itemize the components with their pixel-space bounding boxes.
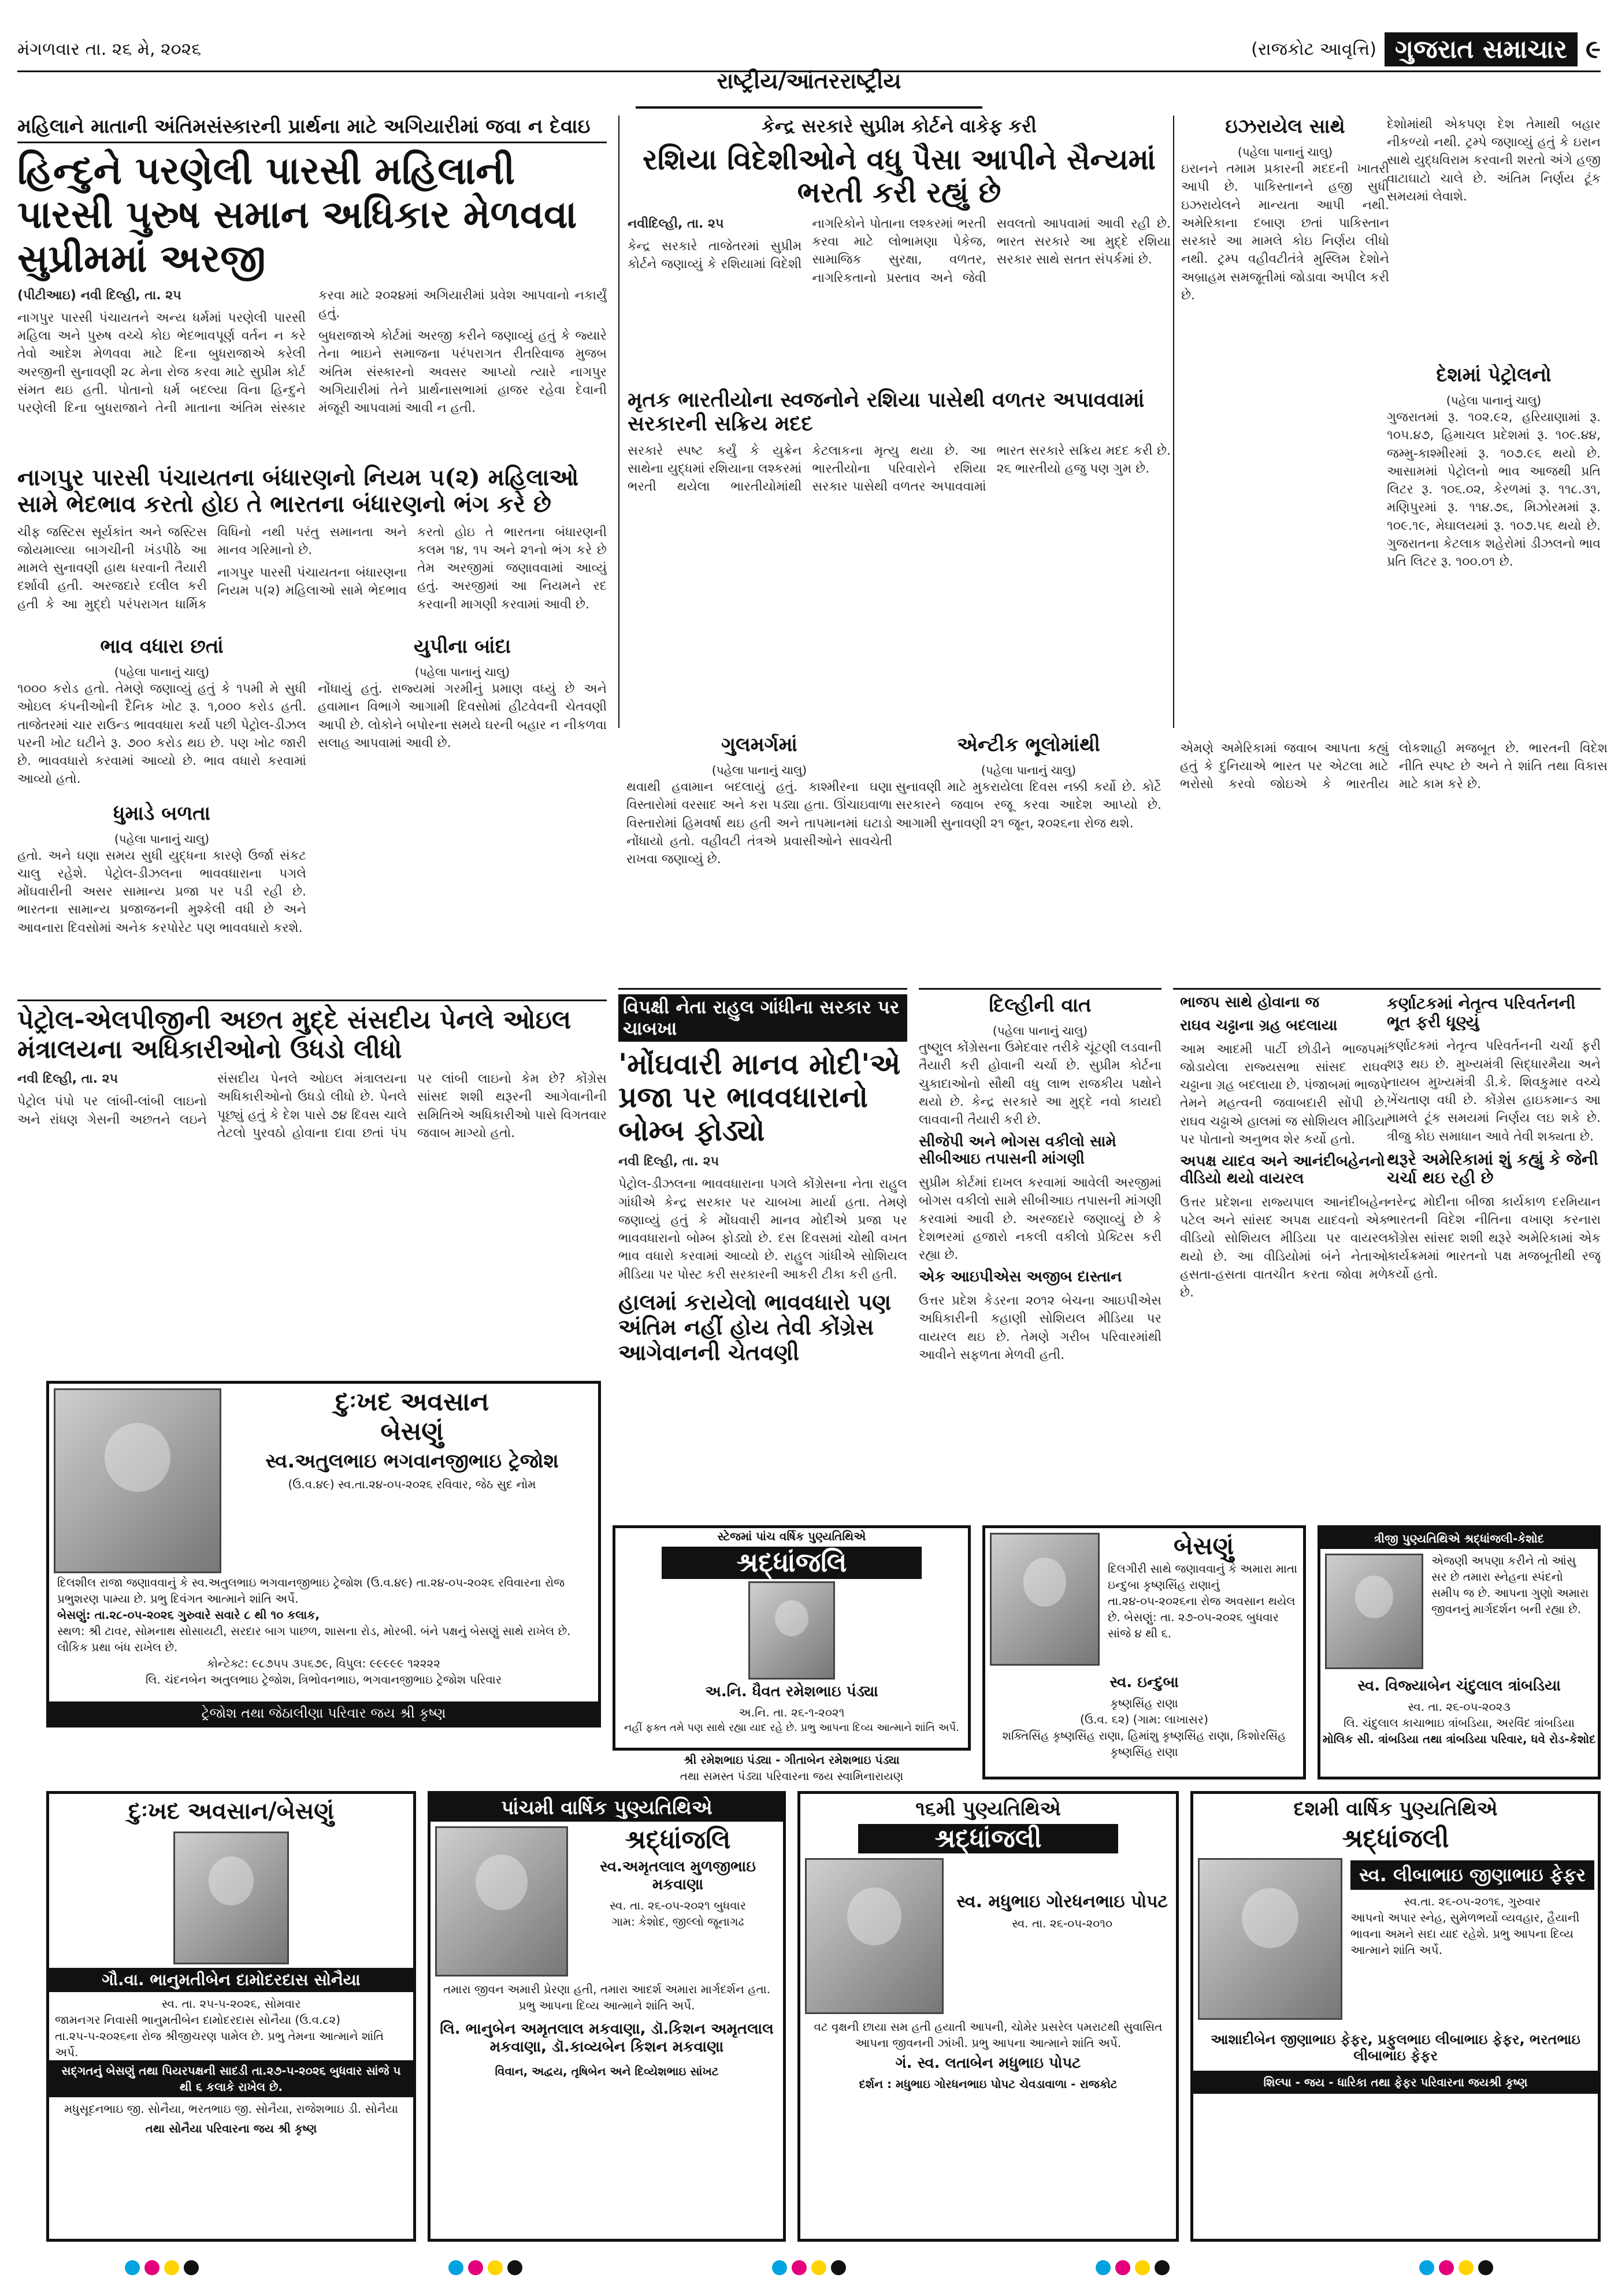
gulmarg-story: [618, 734, 892, 982]
lead-paragraph: નાગપુર પારસી પંચાયતના બંધારણના નિયમ ૫(૨) મહિલાઓ સામે ભેદભાવ કરતો હોઇ તે ભારતના બંધારણની કલમ ૧૪, ૧૫ અને ૨૧નો ભંગ કરે છે તેમ અરજીમાં જણાવવામાં આવ્યું હતું. અરજીમાં આ નિયમને રદ કરવાની માગણી કરવામાં આવી છે.: [217, 525, 607, 612]
story-body: એમણે અમેરિકામાં જવાબ આપતા કહ્યું હતું કે દુનિયાએ ભારત પર એટલા માટે ભરોસો કરવો જોઇએ કે ભારતીય લોકશાહી મજબૂત છે. ભારતની વિદેશ નીતિ સ્પષ્ટ છે અને તે શાંતિ તથા વિકાસ માટે કામ કરે છે.: [1180, 741, 1608, 792]
delhi-story: [919, 988, 1161, 1509]
ad-top-line: ત્રીજી પુણ્યતિથિએ શ્રદ્ધાંજલી-કેશોદ: [1320, 1528, 1598, 1549]
shraddhanjali-ad-libabhai: [1190, 1791, 1601, 2242]
russia-story: [618, 116, 1171, 728]
story-title: ગુલમર્ગમાં: [721, 734, 797, 756]
besanu-place: સ્થળ: શ્રી ટાવર, સોમનાથ સોસાયટી, સરદાર બાગ પાછળ, શાસના રોડ, મોરબી. બંને પક્ષનું બેસણું સાથે રાખેલ છે. લૌકિક પ્રથા બંધ રાખેલ છે.: [57, 1624, 571, 1654]
story-subhead: મૃતક ભારતીયોના સ્વજનોને રશિયા પાસેથી વળતર અપાવવામાં સરકારની સક્રિય મદદ: [628, 387, 1145, 436]
ad-title: શ્રદ્ધાંજલિ: [662, 1547, 922, 1579]
continued-label: (પહેલા પાનાનું ચાલુ): [981, 763, 1077, 778]
yellow-dot: [488, 2260, 503, 2275]
family-names: લિ. ચંદુલાલ કાચાભાઇ ત્રાંબડિયા, અરવિંદ ત્રાંબડિયા: [1344, 1716, 1575, 1730]
continued-label: (પહેલા પાનાનું ચાલુ): [992, 1024, 1088, 1038]
yellow-dot: [164, 2260, 179, 2275]
story-subhead: રાઘવ ચઢ્ઢાના ગ્રહ બદલાયા: [1180, 1016, 1338, 1034]
lead-subhead: નાગપુર પારસી પંચાયતના બંધારણનો નિયમ ૫(૨) મહિલાઓ સામે ભેદભાવ કરતો હોઇ તે ભારતના બંધારણનો ભંગ કરે છે: [17, 463, 579, 518]
page-number: ૯: [1585, 34, 1601, 64]
deceased-name: સ્વ.અતુલભાઇ ભગવાનજીભાઇ ટ્રેજોશ: [265, 1450, 559, 1473]
shraddhanjali-ad-madhubhai: [797, 1791, 1179, 2242]
lead-headline: હિન્દુને પરણેલી પારસી મહિલાની પારસી પુરુષ સમાન અધિકાર મેળવવા સુપ્રીમમાં અરજી: [17, 148, 577, 281]
color-bar: [123, 2260, 201, 2275]
portrait-photo: [1325, 1554, 1423, 1669]
portrait-photo: [173, 1831, 289, 1964]
bjp-story: [1173, 988, 1388, 1509]
story-kicker: કેન્દ્ર સરકારે સુપ્રીમ કોર્ટને વાકેફ કરી: [762, 116, 1037, 137]
portrait-photo: [435, 1826, 568, 1977]
portrait-photo: [748, 1581, 835, 1680]
ad-footer: વિવાન, અદ્વય, તૃષિબેન અને દિવ્યેશભાઇ સાંખટ: [495, 2064, 719, 2078]
lead-body-2: [17, 523, 607, 614]
ad-title: દુઃખદ અવસાન: [335, 1387, 489, 1417]
story-body: ગુજરાતમાં રૂ. ૧૦૨.૯૨, હરિયાણામાં રૂ. ૧૦૫.૪૭, હિમાચલ પ્રદેશમાં રૂ. ૧૦૯.૪૪, જમ્મુ-કાશ્મીરમાં રૂ. ૧૦૭.૯૬ થયો છે. આસામમાં પેટ્રોલનો ભાવ આજથી પ્રતિ લિટર રૂ. ૧૦૬.૦૨, કેરળમાં રૂ. ૧૧૮.૩૧, મણિપુરમાં રૂ. ૧૧૪.૭૬, મિઝોરમમાં રૂ. ૧૦૯.૧૯, મેઘાલયમાં રૂ. ૧૦૭.૫૬ થયો છે. ગુજરાતના કેટલાક શહેરોમાં ડીઝલનો ભાવ પ્રતિ લિટર રૂ. ૧૦૦.૦૧ છે.: [1387, 410, 1601, 569]
section-label: રાષ્ટ્રીય/આંતરરાષ્ટ્રીય: [636, 68, 982, 109]
ad-top-line: પાંચમી વાર્ષિક પુણ્યતિથિએ: [431, 1794, 783, 1822]
story-body-2: સરકારે સ્પષ્ટ કર્યું કે યુક્રેન સાથેના યુદ્ધમાં રશિયાના લશ્કરમાં ભરતી થયેલા ભારતીયોમાંથી કેટલાકના મૃત્યુ થયા છે. આ ભારતીયોના પરિવારોને રશિયા સરકાર પાસેથી વળતર અપાવવામાં ભારત સરકારે સક્રિય મદદ કરી છે. ૨૬ ભારતીયો હજુ પણ ગુમ છે.: [628, 443, 1171, 495]
besanu-time: સદ્ગતનું બેસણું તથા પિયરપક્ષની સાદડી તા.૨૭-૫-૨૦૨૬ બુધવાર સાંજે ૫ થી ૬ કલાકે રાખેલ છે.: [49, 2060, 413, 2097]
story-kicker: વિપક્ષી નેતા રાહુલ ગાંધીના સરકાર પર ચાબખા: [618, 994, 907, 1042]
family-names: શ્રી રમેશભાઇ પંડ્યા - ગીતાબેન રમેશભાઇ પંડ્યા: [684, 1753, 900, 1767]
story-headline: 'મોંઘવારી માનવ મોદી'એ પ્રજા પર ભાવવધારાનો બોમ્બ ફોડ્યો: [618, 1046, 901, 1147]
lead-paragraph: બુધરાજાએ કોર્ટમાં અરજી કરીને જણાવ્યું હતું કે જ્યારે તેના ભાઇને સમાજના પરંપરાગત રીતરિવાજ મુજબ અંતિમ સંસ્કારનો અવસર આપ્યો ત્યારે નાગપુર અગિયારીમાં તેને પ્રાર્થનાસભામાં હાજર રહેવા દેવાની મંજૂરી આપવામાં આવી ન હતી.: [318, 329, 607, 416]
story-body: થવાથી હવામાન બદલાયું હતું. કાશ્મીરના ઘણા વિસ્તારોમાં વરસાદ અને કરા પડ્યા હતા. ઊંચાઇવાળા વિસ્તારોમાં હિમવર્ષા થઇ હતી અને તાપમાનમાં ઘટાડો નોંધાયો હતો. વહીવટી તંત્રએ પ્રવાસીઓને સાવચેતી રાખવા જણાવ્યું છે.: [626, 780, 892, 867]
deceased-place: ગામ: કેશોદ, જીલ્લો જૂનાગઢ: [611, 1915, 744, 1929]
story-paragraph: કેન્દ્ર સરકારે તાજેતરમાં સુપ્રીમ કોર્ટને જણાવ્યું કે રશિયામાં વિદેશી નાગરિકોને પોતાના લશ્કરમાં ભરતી કરવા માટે લોભામણા પેકેજ, સામાજિક સુરક્ષા, વળતર, નાગરિકતાનો પ્રસ્તાવ અને જેવી સવલતો આપવામાં આવી રહી છે. ભારત સરકારે આ મુદ્દે રશિયા સરકાર સાથે સતત સંપર્કમાં છે.: [628, 216, 1171, 285]
petrol-prices-story: [1387, 364, 1601, 734]
story-headline: રશિયા વિદેશીઓને વધુ પૈસા આપીને સૈન્યમાં ભરતી કરી રહ્યું છે: [642, 142, 1156, 210]
black-dot: [184, 2260, 199, 2275]
deceased-dates: સ્વ. તા. ૨૬-૦૫-૨૦૨૧ બુધવાર: [610, 1899, 746, 1912]
ad-top-line: દશમી વાર્ષિક પુણ્યતિથિએ: [1293, 1797, 1498, 1821]
story-body: તુષ્ણુલ કોંગ્રેસના ઉમેદવાર તરીકે ચૂંટણી લડવાની તૈયારી કરી હોવાની ચર્ચા છે. સુપ્રીમ કોર્ટના ચુકાદાઓનો સૌથી વધુ લાભ રાજકીય પક્ષોને થયો છે. કેન્દ્ર સરકારે આ મુદ્દે નવો કાયદો લાવવાની તૈયારી કરી છે.: [919, 1041, 1161, 1128]
portrait-photo: [54, 1388, 221, 1573]
ad2-footer: [613, 1752, 971, 1768]
story-body: હતો. અને ઘણા સમય સુધી યુદ્ધના કારણે ઉર્જા સંકટ ચાલુ રહેશે. પેટ્રોલ-ડીઝલના ભાવવધારાના પગલે મોંઘવારીની અસર સામાન્ય પ્રજા પર પડી રહી છે. ભારતના સામાન્ય પ્રજાજનની મુશ્કેલી વધી છે અને આવનારા દિવસોમાં અનેક કરપોરેટ પણ ભાવવધારો કરશે.: [17, 848, 306, 935]
deceased-dates: સ્વ.તા. ૨૬-૦૫-૨૦૧૬, ગુરુવાર: [1404, 1894, 1541, 1908]
ad-footer: દર્શન : મધુભાઇ ગોરધનભાઇ પોપટ ચેવડાવાળા - રાજકોટ: [859, 2077, 1118, 2091]
deceased-name: સ્વ. મધુભાઇ ગોરધનભાઇ પોપટ: [956, 1892, 1168, 1912]
deceased-name: સ્વ. વિજ્યાબેન ચંદુલાલ ત્રાંબડિયા: [1357, 1677, 1561, 1695]
family-names: શક્તિસિંહ કૃષ્ણસિંહ રાણા, હિમાંશુ કૃષ્ણસિંહ રાણા, કિશોરસિંહ કૃષ્ણસિંહ રાણા: [1002, 1729, 1286, 1759]
cyan-dot: [125, 2260, 140, 2275]
ad-footer: શિલ્પા - જય - ધારિકા તથા ફેફર પરિવારના જયશ્રી કૃષ્ણ: [1193, 2071, 1598, 2094]
story-paragraph: પેટ્રોલ પંપો પર લાંબી-લાંબી લાઇનો અને રાંધણ ગેસની અછતને લઇને સંસદીય પેનલે ઓઇલ મંત્રાલયના અધિકારીઓનો ઉધડો લીધો છે. પેનલે પૂછ્યું હતું કે દેશ પાસે ૭૪ દિવસ ચાલે તેટલો પુરવઠો હોવાના દાવા છતાં પંપ પર લાંબી લાઇનો કેમ છે? કોંગ્રેસ સાંસદ શશી થરૂરની આગેવાનીની સમિતિએ અધિકારીઓ પાસે વિગતવાર જવાબ માગ્યો હતો.: [17, 1072, 607, 1140]
story-body: [618, 1153, 907, 1284]
story-body: નરેન્દ્ર મોદીના બીજા કાર્યકાળ દરમિયાન ભારતની વિદેશ નીતિના વખાણ કરનારા કોંગ્રેસ સાંસદ શશી થરૂરે અમેરિકામાં એક કાર્યક્રમમાં ભારતનો પક્ષ મજબૂતીથી રજૂ કર્યો હતો.: [1387, 1195, 1601, 1282]
black-dot: [507, 2260, 522, 2275]
lead-body: [17, 287, 607, 460]
kashmir-story: [1173, 740, 1608, 982]
deceased-dates: અ.નિ. તા. ૨૬-૧-૨૦૨૧: [739, 1706, 845, 1719]
story-body: સુનાવણી માટે મુકરાયેલા દિવસ નક્કી કર્યો છે. કોર્ટે સરકારને જવાબ રજૂ કરવા આદેશ આપ્યો છે. આગામી સુનાવણી ૨૧ જૂન, ૨૦૨૬ના રોજ થશે.: [896, 780, 1161, 831]
cyan-dot: [772, 2260, 787, 2275]
ad2-footer-line: [613, 1768, 971, 1784]
besanu-ad-indhuba: [982, 1525, 1306, 1779]
story-subhead: થરૂરે અમેરિકામાં શું કહ્યું કે જેની ચર્ચા થઇ રહી છે: [1387, 1149, 1598, 1187]
story-body: ૧૦૦૦ કરોડ હતો. તેમણે જણાવ્યું હતું કે ૧૫મી મે સુધી ઓઇલ કંપનીઓની દૈનિક ખોટ રૂ. ૧,૦૦૦ કરોડ હતી. તાજેતરમાં ચાર રાઉન્ડ ભાવવધારા કર્યા પછી પેટ્રોલ-ડીઝલ પરની ખોટ ઘટીને રૂ. ૭૦૦ કરોડ થઇ છે. પણ ખોટ જારી છે. ભાવવધારો કરવામાં આવ્યો છે. ભાવ વધારો કરવામાં આવ્યો હતો.: [17, 682, 306, 787]
story-body: નોંધાયું હતું. રાજ્યમાં ગરમીનું પ્રમાણ વધ્યું છે અને હવામાન વિભાગે આગામી દિવસોમાં હીટવેવની ચેતવણી આપી છે. લોકોને બપોરના સમયે ઘરની બહાર ન નીકળવા સલાહ આપવામાં આવી છે.: [318, 682, 607, 751]
obituary-ad-atulbhai: [46, 1381, 601, 1727]
magenta-dot: [144, 2260, 159, 2275]
color-bar: [446, 2260, 525, 2275]
lead-story: [17, 116, 607, 618]
story-body: કર્ણાટકમાં નેતૃત્વ પરિવર્તનની ચર્ચા ફરી શરૂ થઇ છે. મુખ્યમંત્રી સિદ્ધારમૈયા અને નાયબ મુખ્યમંત્રી ડી.કે. શિવકુમાર વચ્ચે ખેંચતાણ વધી છે. કોંગ્રેસ હાઇકમાન્ડ આ મામલે ટૂંક સમયમાં નિર્ણય લઇ શકે છે. ત્રીજુ કોઇ સમાધાન આવે તેવી શક્યતા છે.: [1387, 1039, 1601, 1144]
relation-name: કૃષ્ણસિંહ રાણા: [1110, 1696, 1178, 1710]
magenta-dot: [792, 2260, 807, 2275]
country-news: [1387, 116, 1601, 358]
family-names: મધુસૂદનભાઇ જી. સોનૈયા, ભરતભાઇ જી. સોનૈયા, રાજેશભાઇ ડી. સોનૈયા: [64, 2102, 398, 2116]
story-dateline: નવીદિલ્હી, તા. ૨૫: [628, 216, 724, 231]
rahul-story: [618, 988, 907, 1509]
story-subhead: એક આઇપીએસ અજીબ દાસ્તાન: [919, 1268, 1122, 1286]
ad-title: બેસણું: [1173, 1532, 1234, 1560]
color-bar: [770, 2260, 848, 2275]
cyan-dot: [1419, 2260, 1434, 2275]
story-title: એન્ટીક ભૂલોમાંથી: [957, 734, 1100, 756]
story-title: ભાજપ સાથે હોવાના જ: [1180, 994, 1320, 1011]
israel-story: [1173, 116, 1389, 728]
black-dot: [1478, 2260, 1493, 2275]
deceased-name: સ્વ. લીબાભાઇ જીણાભાઇ ફેફર: [1350, 1860, 1594, 1890]
deceased-dates: સ્વ. તા. ૨૫-૫-૨૦૨૬, સોમવાર: [161, 1997, 301, 2011]
ad-text: વટ વૃક્ષની છાયા સમ હતી હયાતી આપની, ચોમેર પ્રસરેલ પમરાટથી સુવાસિત આપના જીવનની ઝાંખી. પ્રભુ આપના આત્માને શાંતિ અર્પે.: [814, 2020, 1163, 2050]
shraddhanjali-ad-vijyaben: [1318, 1525, 1601, 1779]
ad-title: દુઃખદ અવસાન/બેસણું: [128, 1797, 335, 1825]
magenta-dot: [468, 2260, 483, 2275]
lead-paragraph: ચીફ જસ્ટિસ સૂર્યકાંત અને જસ્ટિસ જોયમાલ્યા બાગચીની ખંડપીઠે આ મામલે સુનાવણી હાથ ધરવાની તૈયારી દર્શાવી હતી. અરજદારે દલીલ કરી હતી કે આ મુદ્દો પરંપરાગત ધાર્મિક વિધિનો નથી પરંતુ સમાનતા અને માનવ ગરિમાનો છે.: [17, 525, 407, 612]
portrait-photo: [805, 1858, 944, 2014]
yellow-dot: [811, 2260, 826, 2275]
magenta-dot: [1439, 2260, 1454, 2275]
ad-text: નહીં ફક્ત તમે પણ સાથે રહ્યા યાદ રહે છે. પ્રભુ આપના દિવ્ય આત્માને શાંતિ અર્પે.: [624, 1722, 959, 1734]
ad-text: તમારા જીવન અમારી પ્રેરણા હતી, તમારા આદર્શ અમારા માર્ગદર્શન હતા. પ્રભુ આપના દિવ્ય આત્માને શાંતિ અર્પે.: [443, 1982, 770, 2012]
family-names: આશાદીબેન જીણાભાઇ ફેફર, પ્રફુલભાઇ લીબાભાઇ ફેફર, ભરતભાઇ લીબાભાઇ ફેફર: [1211, 2031, 1580, 2064]
edition-label: (રાજકોટ આવૃત્તિ): [1251, 39, 1376, 60]
family-names: લિ. ભાનુબેન અમૃતલાલ મકવાણા, ડૉ.કિશન અમૃતલાલ મકવાણા, ડૉ.કાવ્યબેન કિશન મકવાણા: [440, 2020, 774, 2056]
besanu-time: બેસણું: તા.૨૮-૦૫-૨૦૨૬ ગુરુવારે સવારે ૮ થી ૧૦ કલાક,: [57, 1608, 320, 1622]
cyan-dot: [448, 2260, 463, 2275]
ad-text: દિલગીરી સાથે જણાવવાનું કે અમારા માતા ઇન્દુબા કૃષ્ણસિંહ રાણાનું તા.૨૪-૦૫-૨૦૨૬ના રોજ અવસાન થયેલ છે. બેસણું: તા. ૨૭-૦૫-૨૦૨૬ બુધવાર સાંજે ૪ થી ૬.: [1108, 1562, 1298, 1640]
ad-title: શ્રદ્ધાંજલિ: [625, 1825, 731, 1855]
continued-label: (પહેલા પાનાનું ચાલુ): [1237, 145, 1333, 159]
ad-text: જામનગર નિવાસી ભાનુમતીબેન દામોદરદાસ સોનૈયા (ઉ.વ.૮૨) તા.૨૫-૫-૨૦૨૬ના રોજ શ્રીજીચરણ પામેલ છે. પ્રભુ તેમના આત્માને શાંતિ અર્પે.: [55, 2013, 384, 2059]
ad-subtitle: બેસણું: [380, 1417, 444, 1446]
color-bar: [1417, 2260, 1495, 2275]
deceased-name: ગૌ.વા. ભાનુમતીબેન દામોદરદાસ સોનૈયા: [49, 1968, 413, 1992]
masthead-right: [1251, 32, 1601, 66]
story-paragraph: પેટ્રોલ-ડીઝલના ભાવવધારાના પગલે કોંગ્રેસના નેતા રાહુલ ગાંધીએ કેન્દ્ર સરકાર પર ચાબખા માર્યા હતા. તેમણે જણાવ્યું હતું કે મોંઘવારી માનવ મોદીએ પ્રજા પર ભાવવધારાનો બોમ્બ ફોડ્યો છે. દસ દિવસમાં ચોથી વખત ભાવ વધારો કરવામાં આવ્યો છે. રાહુલ ગાંધીએ સોશિયલ મીડિયા પર પોસ્ટ કરી સરકારની આકરી ટીકા કરી હતી.: [618, 1177, 907, 1282]
family-names: ગં. સ્વ. લતાબેન મધુભાઇ પોપટ: [895, 2054, 1081, 2072]
deceased-dates: સ્વ. તા. ૨૬-૦૫-૨૦૧૦: [1011, 1916, 1113, 1930]
yupina-story: [318, 636, 607, 994]
ad-footer: ટ્રેજોશ તથા જેઠાલીણા પરિવાર જય શ્રી કૃષ્ણ: [49, 1701, 598, 1725]
story-subhead: હાલમાં કરાયેલો ભાવવધારો પણ અંતિમ નહીં હોય તેવી કોંગ્રેસ આગેવાનની ચેતવણી: [618, 1288, 892, 1366]
family-names: લિ. ચંદનબેન અતુલભાઇ ટ્રેજોશ, ત્રિભોવનભાઇ, ભગવાનજીભાઇ ટ્રેજોશ પરિવાર: [145, 1673, 502, 1686]
masthead: [17, 29, 1601, 69]
story-title: દેશમાં પેટ્રોલનો: [1436, 364, 1552, 387]
cyan-dot: [1096, 2260, 1111, 2275]
shraddhanjali-ad-dhaivat: [613, 1525, 971, 1751]
story-body: દેશોમાંથી એકપણ દેશ તેમાથી બહાર નીકળ્યો નથી. ટ્રમ્પે જણાવ્યું હતું કે ઇરાન સાથે યુદ્ધવિરામ કરવાની શરતો અંગે હજી વાટાઘાટો ચાલે છે. અંતિમ નિર્ણય ટૂંક સમયમાં લેવાશે.: [1387, 117, 1601, 204]
story-body: ઇરાનને તમામ પ્રકારની મદદની ખાતરી આપી છે. પાકિસ્તાનને હજી સુધી ઇઝરાયેલને માન્યતા આપી નથી. અમેરિકાના દબાણ છતાં પાકિસ્તાન સરકારે આ મામલે કોઇ નિર્ણય લીધો નથી. ટ્રમ્પ વહીવટીતંત્રે મુસ્લિમ દેશોને અબ્રાહમ સમજૂતીમાં જોડાવા અપીલ કરી છે.: [1181, 162, 1389, 303]
antique-story: [896, 734, 1161, 982]
paper-name: ગુજરાત સમાચાર: [1385, 32, 1578, 66]
deceased-dates: (ઉ.વ. ૬૨) (ગામ: લાખાસર): [1080, 1712, 1208, 1726]
portrait-photo: [1198, 1858, 1342, 2020]
story-dateline: નવી દિલ્હી, તા. ૨૫: [17, 1072, 118, 1087]
contact-info: કોન્ટેક્ટ: ૯૮૭૫૫ ૩૫૬૭૯, વિપુલ: ૯૯૯૯૯ ૧૨૨૨૨: [206, 1656, 441, 1670]
ad-footer: તથા સમસ્ત પંડ્યા પરિવારના જય સ્વામિનારાયણ: [680, 1769, 904, 1783]
continued-label: (પહેલા પાનાનું ચાલુ): [114, 665, 210, 679]
yellow-dot: [1459, 2260, 1474, 2275]
story-body: સુપ્રીમ કોર્ટમાં દાખલ કરવામાં આવેલી અરજીમાં બોગસ વકીલો સામે સીબીઆઇ તપાસની માંગણી કરવામાં આવી છે. અરજદારે જણાવ્યું છે કે દેશભરમાં હજારો નકલી વકીલો પ્રેક્ટિસ કરી રહ્યા છે.: [919, 1176, 1161, 1262]
portrait-photo: [990, 1533, 1100, 1666]
deceased-name: સ્વ. ઇન્દુબા: [1109, 1674, 1179, 1691]
issue-date: મંગળવાર તા. ૨૬ મે, ૨૦૨૬: [17, 39, 202, 60]
story-body: ઉત્તર પ્રદેશના રાજ્યપાલ આનંદીબહેન પટેલ અને સાંસદ અપક્ષ યાદવનો એક વીડિયો સોશિયલ મીડિયા પર વાયરલ થયો છે. આ વીડિયોમાં બંને નેતાઓ હસતા-હસતા વાતચીત કરતા જોવા મળે છે.: [1180, 1195, 1388, 1301]
continued-label: (પહેલા પાનાનું ચાલુ): [1446, 393, 1542, 408]
story-title: ભાવ વધારા છતાં: [100, 636, 224, 658]
deceased-name: સ્વ.અમૃતલાલ મુળજીભાઇ મકવાણા: [599, 1858, 756, 1893]
continued-label: (પહેલા પાનાનું ચાલુ): [711, 763, 807, 778]
lead-paragraph: નાગપુર પારસી પંચાયતને અન્ય ધર્મમાં પરણેલી પારસી મહિલા અને પુરુષ વચ્ચે કોઇ ભેદભાવપૂર્ણ વર્તન ન કરે તેવો આદેશ મેળવવા માટે દિના બુધરાજાએ કરેલી અરજીની સુનાવણી ૨૮ મેના રોજ કરવા માટે સુપ્રીમ કોર્ટ સંમત થઇ હતી. પોતાનો ધર્મ બદલ્યા વિના હિન્દુને પરણેલી દિના બુધરાજાને તેની માતાના અંતિમ સંસ્કાર કરવા માટે ૨૦૨૪માં અગિયારીમાં પ્રવેશ આપવાનો નકાર્યું હતું.: [17, 288, 607, 416]
ad-footer: મોલિક સી. ત્રાંબડિયા તથા ત્રાંબડિયા પરિવાર, ધવે રોડ-કેશોદ: [1322, 1732, 1596, 1746]
lead-dateline: (પીટીઆઇ) નવી દિલ્હી, તા. ૨૫: [17, 288, 181, 303]
deceased-name: અ.નિ. ધૈવત રમેશભાઇ પંડ્યા: [705, 1683, 878, 1700]
ad-text: આપનો અપાર સ્નેહ, સુમેળભર્યો વ્યવહાર, હૈયાની ભાવના અમને સદા યાદ રહેશે. પ્રભુ આપના દિવ્ય આત્માને શાંતિ અર્પે.: [1350, 1911, 1580, 1957]
ad-top-line: સ્ટેજમાં પાંચ વર્ષિક પુણ્યતિથિએ: [717, 1529, 866, 1543]
story-body: [628, 215, 1171, 388]
story-body: [17, 1070, 607, 1142]
color-bar: [1093, 2260, 1172, 2275]
shraddhanjali-ad-amrutlal: [428, 1791, 786, 2242]
black-dot: [831, 2260, 846, 2275]
story-title: દિલ્હીની વાત: [989, 994, 1092, 1017]
yellow-dot: [1135, 2260, 1150, 2275]
ad-title: શ્રદ્ધાંજલી: [858, 1824, 1118, 1853]
congress-story: [1387, 988, 1601, 1509]
lead-kicker: મહિલાને માતાની અંતિમસંસ્કારની પ્રાર્થના માટે અગિયારીમાં જવા ન દેવાઇ: [17, 116, 607, 143]
story-title: ધુમાડે બળતા: [113, 801, 210, 825]
ad-text: એજણી અપણા કરીને તો આંસુ સર છે તમારા સ્નેહના સ્પંદનો સમીપ જ છે. આપના ગુણો અમારા જીવનનું માર્ગદર્શન બની રહ્યા છે.: [1431, 1554, 1589, 1616]
deceased-dates: (ઉ.વ.૪૯) સ્વ.તા.૨૪-૦૫-૨૦૨૬ રવિવાર, જેઠ સુદ નોમ: [288, 1477, 536, 1491]
ad-title: શ્રદ્ધાંજલી: [1342, 1824, 1449, 1853]
continued-label: (પહેલા પાનાનું ચાલુ): [114, 831, 210, 846]
ad-top-line: ૧૬મી પુણ્યતિથિએ: [915, 1797, 1061, 1821]
ad-text: દિલશીલ રાજા જણાવવાનું કે સ્વ.અતુલભાઇ ભગવાનજીભાઇ ટ્રેજોશ (ઉ.વ.૪૯) તા.૨૪-૦૫-૨૦૨૬ રવિવારના રોજ પ્રભુશરણ પામ્યા છે. પ્રભુ દિવંગત આત્માને શાંતિ અર્પે.: [57, 1576, 565, 1606]
story-title: ઇઝરાયેલ સાથે: [1225, 116, 1345, 138]
obituary-ad-bhanumatiben: [46, 1791, 416, 2242]
lpg-story: [17, 1000, 607, 1376]
story-title: યુપીના બાંદા: [413, 636, 511, 658]
price-hike-story: [17, 636, 306, 994]
continued-label: (પહેલા પાનાનું ચાલુ): [414, 665, 510, 679]
story-subhead: સીજેપી અને ભોગસ વકીલો સામે સીબીઆઇ તપાસની માંગણી: [919, 1133, 1116, 1168]
ad-footer: તથા સોનૈયા પરિવારના જય શ્રી કૃષ્ણ: [145, 2122, 317, 2135]
story-headline: પેટ્રોલ-એલપીજીની અછત મુદ્દે સંસદીય પેનલે ઓઇલ મંત્રાલયના અધિકારીઓનો ઉધડો લીધો: [17, 1005, 572, 1064]
deceased-dates: સ્વ. તા. ૨૬-૦૫-૨૦૨૩: [1408, 1700, 1511, 1714]
story-body: ઉત્તર પ્રદેશ કેડરના ૨૦૧૨ બેચના આઇપીએસ અધિકારીની કહાણી સોશિયલ મીડિયા પર વાયરલ થઇ છે. તેમણે ગરીબ પરિવારમાંથી આવીને સફળતા મેળવી હતી.: [919, 1294, 1161, 1362]
story-subhead: કર્ણાટકમાં નેતૃત્વ પરિવર્તનની ભૂત ફરી ધૂણ્યું: [1387, 994, 1576, 1032]
story-dateline: નવી દિલ્હી, તા. ૨૫: [618, 1154, 719, 1169]
story-body: આમ આદમી પાર્ટી છોડીને ભાજપમાં જોડાયેલા રાજ્યસભા સાંસદ રાઘવ ચઢ્ઢાના ગ્રહ બદલાયા છે. પંજાબમાં ભાજપે તેમને મહત્વની જવાબદારી સોંપી છે. રાઘવ ચઢ્ઢાએ હાલમાં જ સોશિયલ મીડિયા પર પોતાનો અનુભવ શેર કર્યો હતો.: [1180, 1042, 1388, 1147]
registration-marks: [0, 2256, 1618, 2279]
story-subhead: અપક્ષ યાદવ અને આનંદીબહેનનો વીડિયો થયો વાયરલ: [1180, 1153, 1385, 1188]
black-dot: [1155, 2260, 1170, 2275]
magenta-dot: [1115, 2260, 1130, 2275]
